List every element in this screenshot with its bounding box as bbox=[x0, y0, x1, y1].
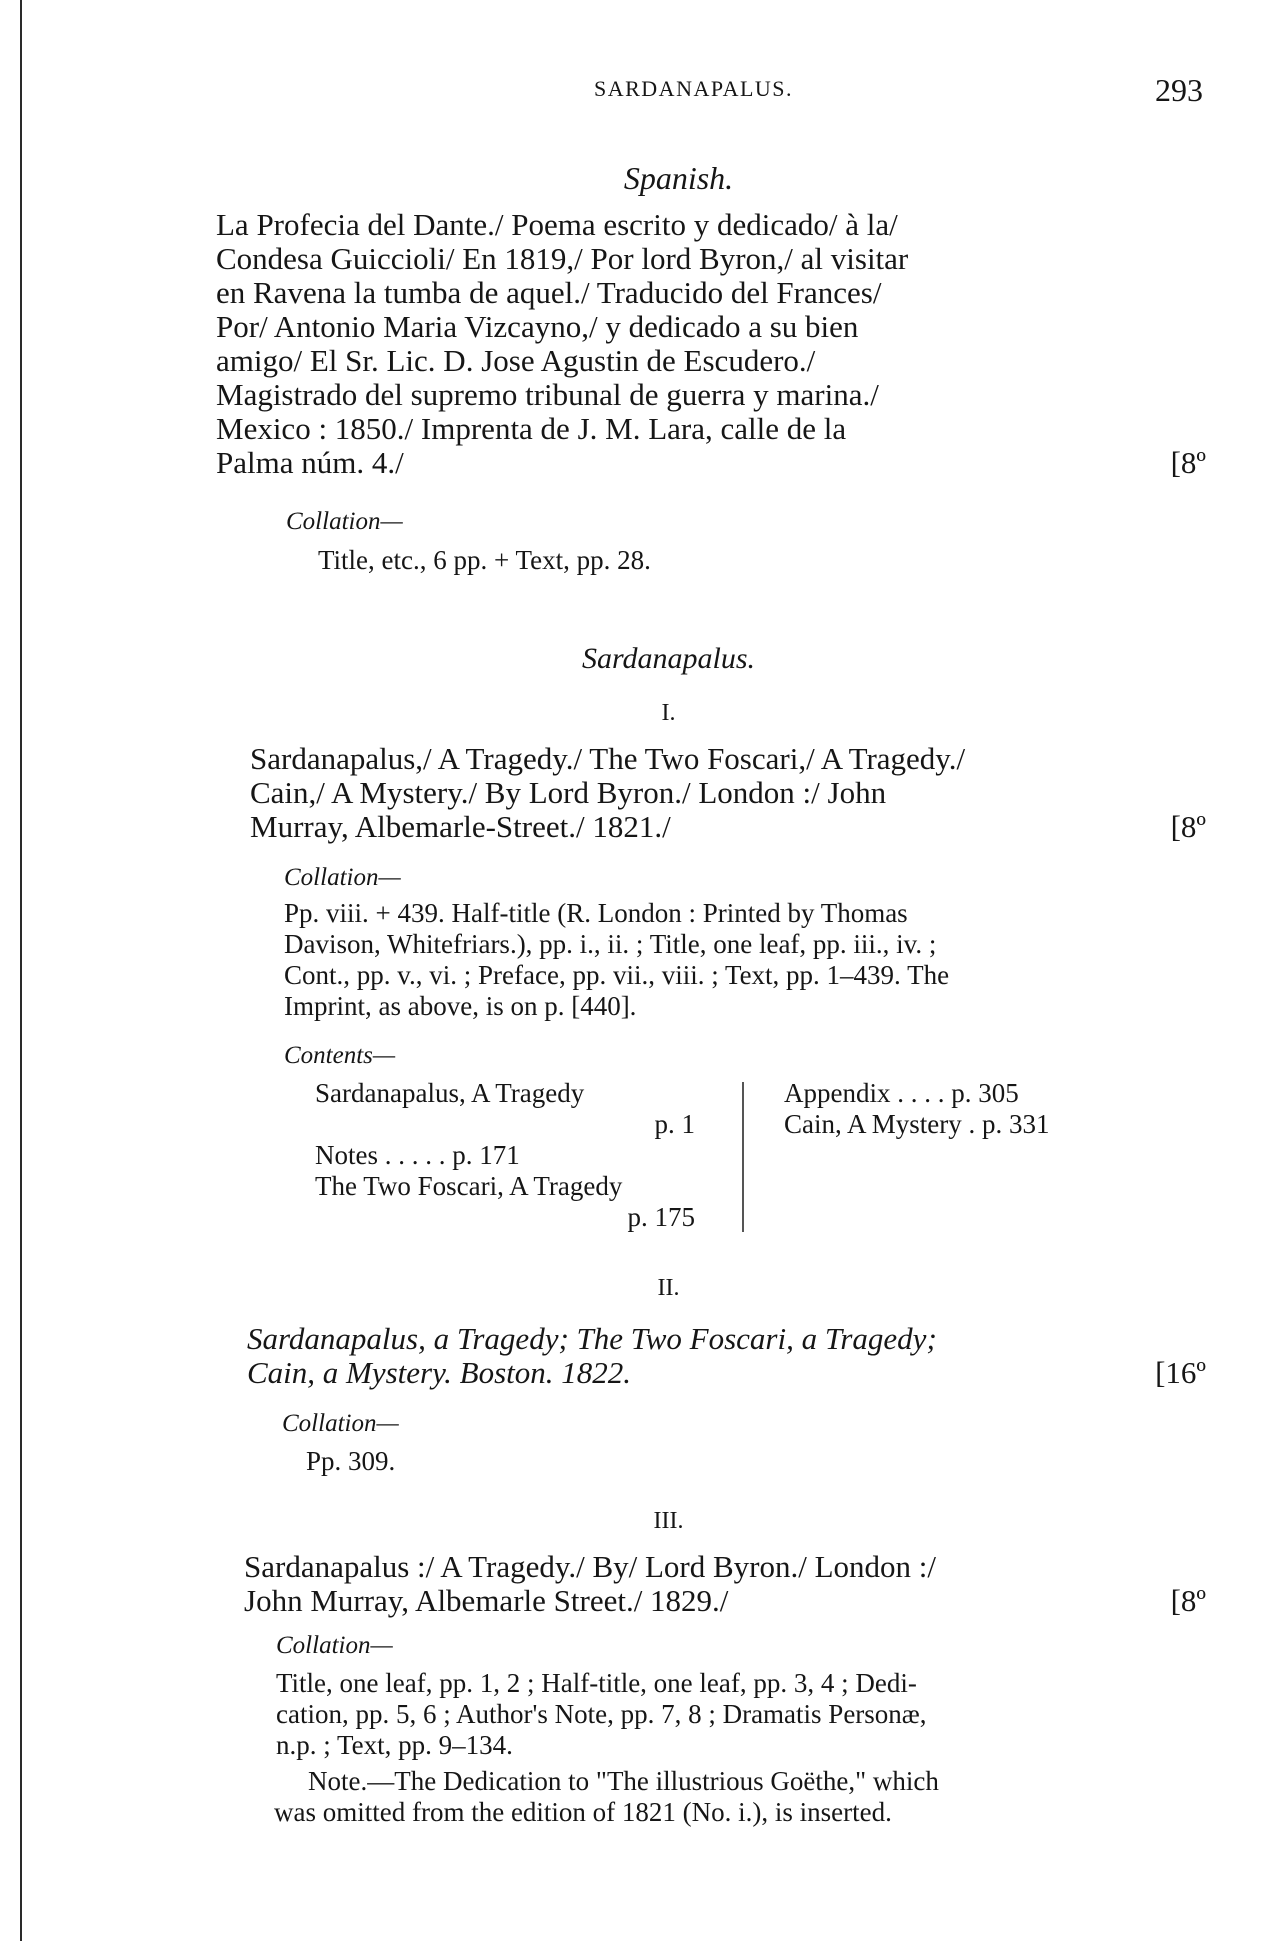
entry-line: Sardanapalus :/ A Tragedy./ By/ Lord Byron./ London :/ bbox=[244, 1549, 937, 1584]
contents-item: Appendix . . . . p. 305 bbox=[784, 1078, 1019, 1108]
entry-line: Por/ Antonio Maria Vizcayno,/ y dedicado a su bien bbox=[216, 309, 859, 344]
edition-1-entry bbox=[250, 742, 1206, 844]
entry-line: Murray, Albemarle-Street./ 1821./ bbox=[250, 809, 671, 844]
section-heading-sardanapalus: Sardanapalus. bbox=[581, 642, 756, 675]
collation-line: Cont., pp. v., vi. ; Preface, pp. vii., viii. ; Text, pp. 1–439. The bbox=[284, 960, 950, 990]
collation-text: Title, etc., 6 pp. + Text, pp. 28. bbox=[318, 545, 651, 575]
format-size: [8º bbox=[1170, 445, 1206, 480]
entry-line: Palma núm. 4./ bbox=[216, 445, 404, 480]
collation-line: n.p. ; Text, pp. 9–134. bbox=[276, 1730, 513, 1760]
entry-line: Condesa Guiccioli/ En 1819,/ Por lord Byron,/ al visitar bbox=[216, 241, 909, 276]
collation-label: Collation— bbox=[284, 864, 401, 891]
contents-item: Sardanapalus, A Tragedy bbox=[315, 1078, 585, 1108]
contents-label: Contents— bbox=[284, 1042, 396, 1069]
running-header: SARDANAPALUS. bbox=[594, 76, 794, 101]
format-size: [8º bbox=[1170, 1583, 1206, 1618]
collation-line: Title, one leaf, pp. 1, 2 ; Half-title, one leaf, pp. 3, 4 ; Dedi- bbox=[276, 1668, 917, 1698]
column-divider bbox=[742, 1082, 744, 1232]
format-size: [16º bbox=[1155, 1355, 1206, 1390]
contents-item: Cain, A Mystery . p. 331 bbox=[784, 1109, 1050, 1139]
collation-line: Pp. viii. + 439. Half-title (R. London : Printed by Thomas bbox=[284, 898, 908, 928]
entry-line: amigo/ El Sr. Lic. D. Jose Agustin de Escudero./ bbox=[216, 343, 816, 378]
edition-number-1: I. bbox=[661, 700, 676, 726]
note-text bbox=[274, 1766, 1206, 1828]
entry-line: en Ravena la tumba de aquel./ Traducido del Frances/ bbox=[216, 275, 882, 310]
contents-item: Notes . . . . . p. 171 bbox=[315, 1140, 520, 1170]
entry-line: Magistrado del supremo tribunal de guerra y marina./ bbox=[216, 377, 879, 412]
note-line: Note.—The Dedication to "The illustrious Goëthe," which bbox=[308, 1766, 939, 1796]
spanish-entry bbox=[216, 208, 1206, 480]
contents-page: p. 1 bbox=[654, 1109, 695, 1139]
entry-line: Cain, a Mystery. Boston. 1822. bbox=[247, 1355, 632, 1390]
collation-text bbox=[276, 1668, 1206, 1761]
section-heading-spanish: Spanish. bbox=[623, 160, 734, 196]
edition-2-entry bbox=[247, 1322, 1206, 1390]
collation-line: Davison, Whitefriars.), pp. i., ii. ; Title, one leaf, pp. iii., iv. ; bbox=[284, 929, 937, 959]
entry-line: Mexico : 1850./ Imprenta de J. M. Lara, calle de la bbox=[216, 411, 847, 446]
page-edge bbox=[20, 0, 22, 1941]
collation-label: Collation— bbox=[282, 1410, 399, 1437]
edition-3-entry bbox=[244, 1550, 1206, 1618]
collation-line: cation, pp. 5, 6 ; Author's Note, pp. 7, 8 ; Dramatis Personæ, bbox=[276, 1699, 927, 1729]
contents-page: p. 175 bbox=[627, 1202, 695, 1232]
entry-line: Sardanapalus, a Tragedy; The Two Foscari, a Tragedy; bbox=[247, 1321, 937, 1356]
collation-label: Collation— bbox=[286, 508, 403, 535]
collation-text: Pp. 309. bbox=[306, 1446, 396, 1476]
page-number: 293 bbox=[1155, 72, 1203, 108]
contents-left-column bbox=[315, 1078, 735, 1233]
entry-line: John Murray, Albemarle Street./ 1829./ bbox=[244, 1583, 729, 1618]
collation-line: Imprint, as above, is on p. [440]. bbox=[284, 991, 637, 1021]
format-size: [8º bbox=[1170, 809, 1206, 844]
entry-line: La Profecia del Dante./ Poema escrito y dedicado/ à la/ bbox=[216, 207, 898, 242]
collation-label: Collation— bbox=[276, 1632, 393, 1659]
edition-number-3: III. bbox=[653, 1508, 684, 1534]
entry-line: Cain,/ A Mystery./ By Lord Byron./ London :/ John bbox=[250, 775, 887, 810]
contents-right-column bbox=[784, 1078, 1204, 1140]
contents-item: The Two Foscari, A Tragedy bbox=[315, 1171, 623, 1201]
edition-number-2: II. bbox=[657, 1275, 680, 1301]
entry-line: Sardanapalus,/ A Tragedy./ The Two Foscari,/ A Tragedy./ bbox=[250, 741, 966, 776]
collation-text bbox=[284, 898, 1206, 1022]
note-line: was omitted from the edition of 1821 (No. i.), is inserted. bbox=[274, 1797, 892, 1827]
